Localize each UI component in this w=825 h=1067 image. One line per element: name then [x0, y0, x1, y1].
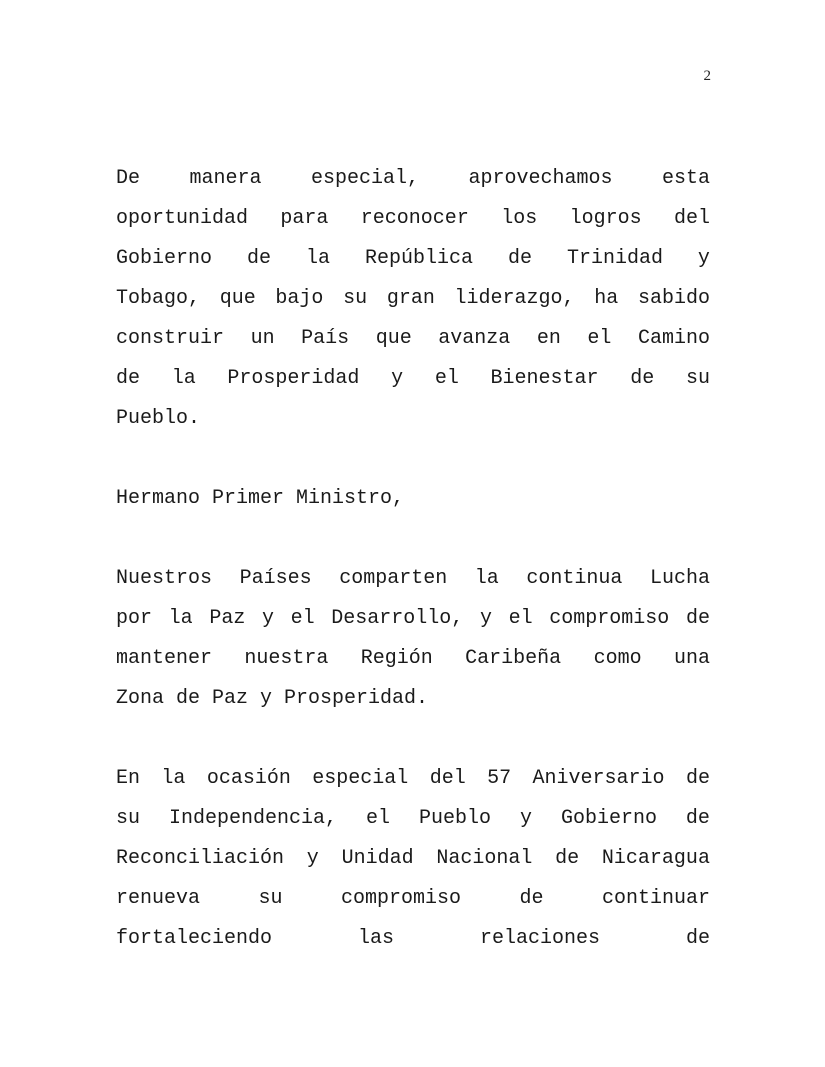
word: Nacional [436, 847, 533, 870]
word: las [358, 927, 395, 950]
word: y [479, 607, 492, 630]
text-line: Zona de Paz y Prosperidad. [116, 687, 429, 710]
word: aprovechamos [468, 167, 613, 190]
page-number: 2 [703, 68, 711, 84]
word: y [306, 847, 319, 870]
word: construir [116, 327, 225, 350]
text-line [116, 279, 710, 319]
word: la [474, 567, 499, 590]
word: una [673, 647, 710, 670]
word: el [365, 807, 390, 830]
word: fortaleciendo [116, 927, 273, 950]
paragraph-shared-struggle [116, 559, 710, 719]
text-line [116, 879, 710, 919]
word: comparten [339, 567, 448, 590]
text-line [116, 599, 710, 639]
text-line [116, 319, 710, 359]
word: y [697, 247, 710, 270]
word: que [375, 327, 412, 350]
text-line [116, 559, 710, 599]
word: Paz [209, 607, 246, 630]
text-line [116, 159, 710, 199]
word: su [116, 807, 141, 830]
word: su [343, 287, 368, 310]
word: De [116, 167, 141, 190]
word: oportunidad [116, 207, 249, 230]
word: el [290, 607, 315, 630]
word: compromiso [340, 887, 461, 910]
word: por [116, 607, 153, 630]
paragraph-salutation [116, 479, 710, 519]
word: el [508, 607, 533, 630]
word: Tobago, [116, 287, 201, 310]
word: en [536, 327, 561, 350]
word: Países [239, 567, 312, 590]
word: la [305, 247, 330, 270]
word: de [685, 807, 710, 830]
word: logros [569, 207, 642, 230]
text-line: Hermano Primer Ministro, [116, 487, 405, 510]
word: de [246, 247, 271, 270]
word: de [685, 927, 710, 950]
word: especial, [310, 167, 419, 190]
word: su [685, 367, 710, 390]
word: continuar [601, 887, 710, 910]
word: y [519, 807, 532, 830]
word: y [391, 367, 404, 390]
word: Región [360, 647, 433, 670]
word: del [673, 207, 710, 230]
word: Lucha [649, 567, 710, 590]
word: compromiso [549, 607, 670, 630]
word: Gobierno [560, 807, 657, 830]
word: especial [312, 767, 409, 790]
text-line: Pueblo. [116, 407, 201, 430]
word: En [116, 767, 141, 790]
word: nuestra [244, 647, 329, 670]
word: relaciones [479, 927, 601, 950]
word: Nuestros [116, 567, 213, 590]
word: que [219, 287, 256, 310]
word: Caribeña [465, 647, 562, 670]
word: un [250, 327, 275, 350]
word: de [519, 887, 544, 910]
word: de [685, 767, 710, 790]
word: Trinidad [566, 247, 663, 270]
word: Bienestar [490, 367, 599, 390]
word: Reconciliación [116, 847, 285, 870]
word: Independencia, [168, 807, 338, 830]
word: la [161, 767, 186, 790]
word: de [507, 247, 532, 270]
word: País [301, 327, 350, 350]
word: el [434, 367, 459, 390]
word: 57 [487, 767, 512, 790]
word: Gobierno [116, 247, 213, 270]
word: sabido [637, 287, 710, 310]
text-line [116, 359, 710, 399]
text-line [116, 919, 710, 959]
word: renueva [116, 887, 201, 910]
word: manera [189, 167, 262, 190]
word: esta [661, 167, 710, 190]
word: el [587, 327, 612, 350]
text-line [116, 799, 710, 839]
word: y [261, 607, 274, 630]
word: mantener [116, 647, 213, 670]
word: República [364, 247, 473, 270]
paragraph-anniversary [116, 759, 710, 959]
word: para [280, 207, 329, 230]
word: de [555, 847, 580, 870]
text-line [116, 759, 710, 799]
word: de [116, 367, 141, 390]
word: Nicaragua [601, 847, 710, 870]
word: Camino [637, 327, 710, 350]
text-line [116, 639, 710, 679]
word: la [171, 367, 196, 390]
word: Aniversario [532, 767, 665, 790]
word: Pueblo [418, 807, 491, 830]
word: bajo [275, 287, 324, 310]
word: como [593, 647, 642, 670]
text-line [116, 839, 710, 879]
word: reconocer [360, 207, 469, 230]
word: Desarrollo, [331, 607, 464, 630]
word: gran [386, 287, 435, 310]
word: de [685, 607, 710, 630]
word: continua [526, 567, 623, 590]
text-line [116, 239, 710, 279]
word: de [630, 367, 655, 390]
word: Unidad [341, 847, 414, 870]
word: los [501, 207, 538, 230]
word: Prosperidad [227, 367, 360, 390]
word: ocasión [206, 767, 291, 790]
word: ha [594, 287, 619, 310]
word: su [258, 887, 283, 910]
word: la [168, 607, 193, 630]
word: avanza [438, 327, 511, 350]
word: liderazgo, [454, 287, 575, 310]
word: del [429, 767, 466, 790]
text-line [116, 199, 710, 239]
paragraph-congratulations [116, 159, 710, 439]
